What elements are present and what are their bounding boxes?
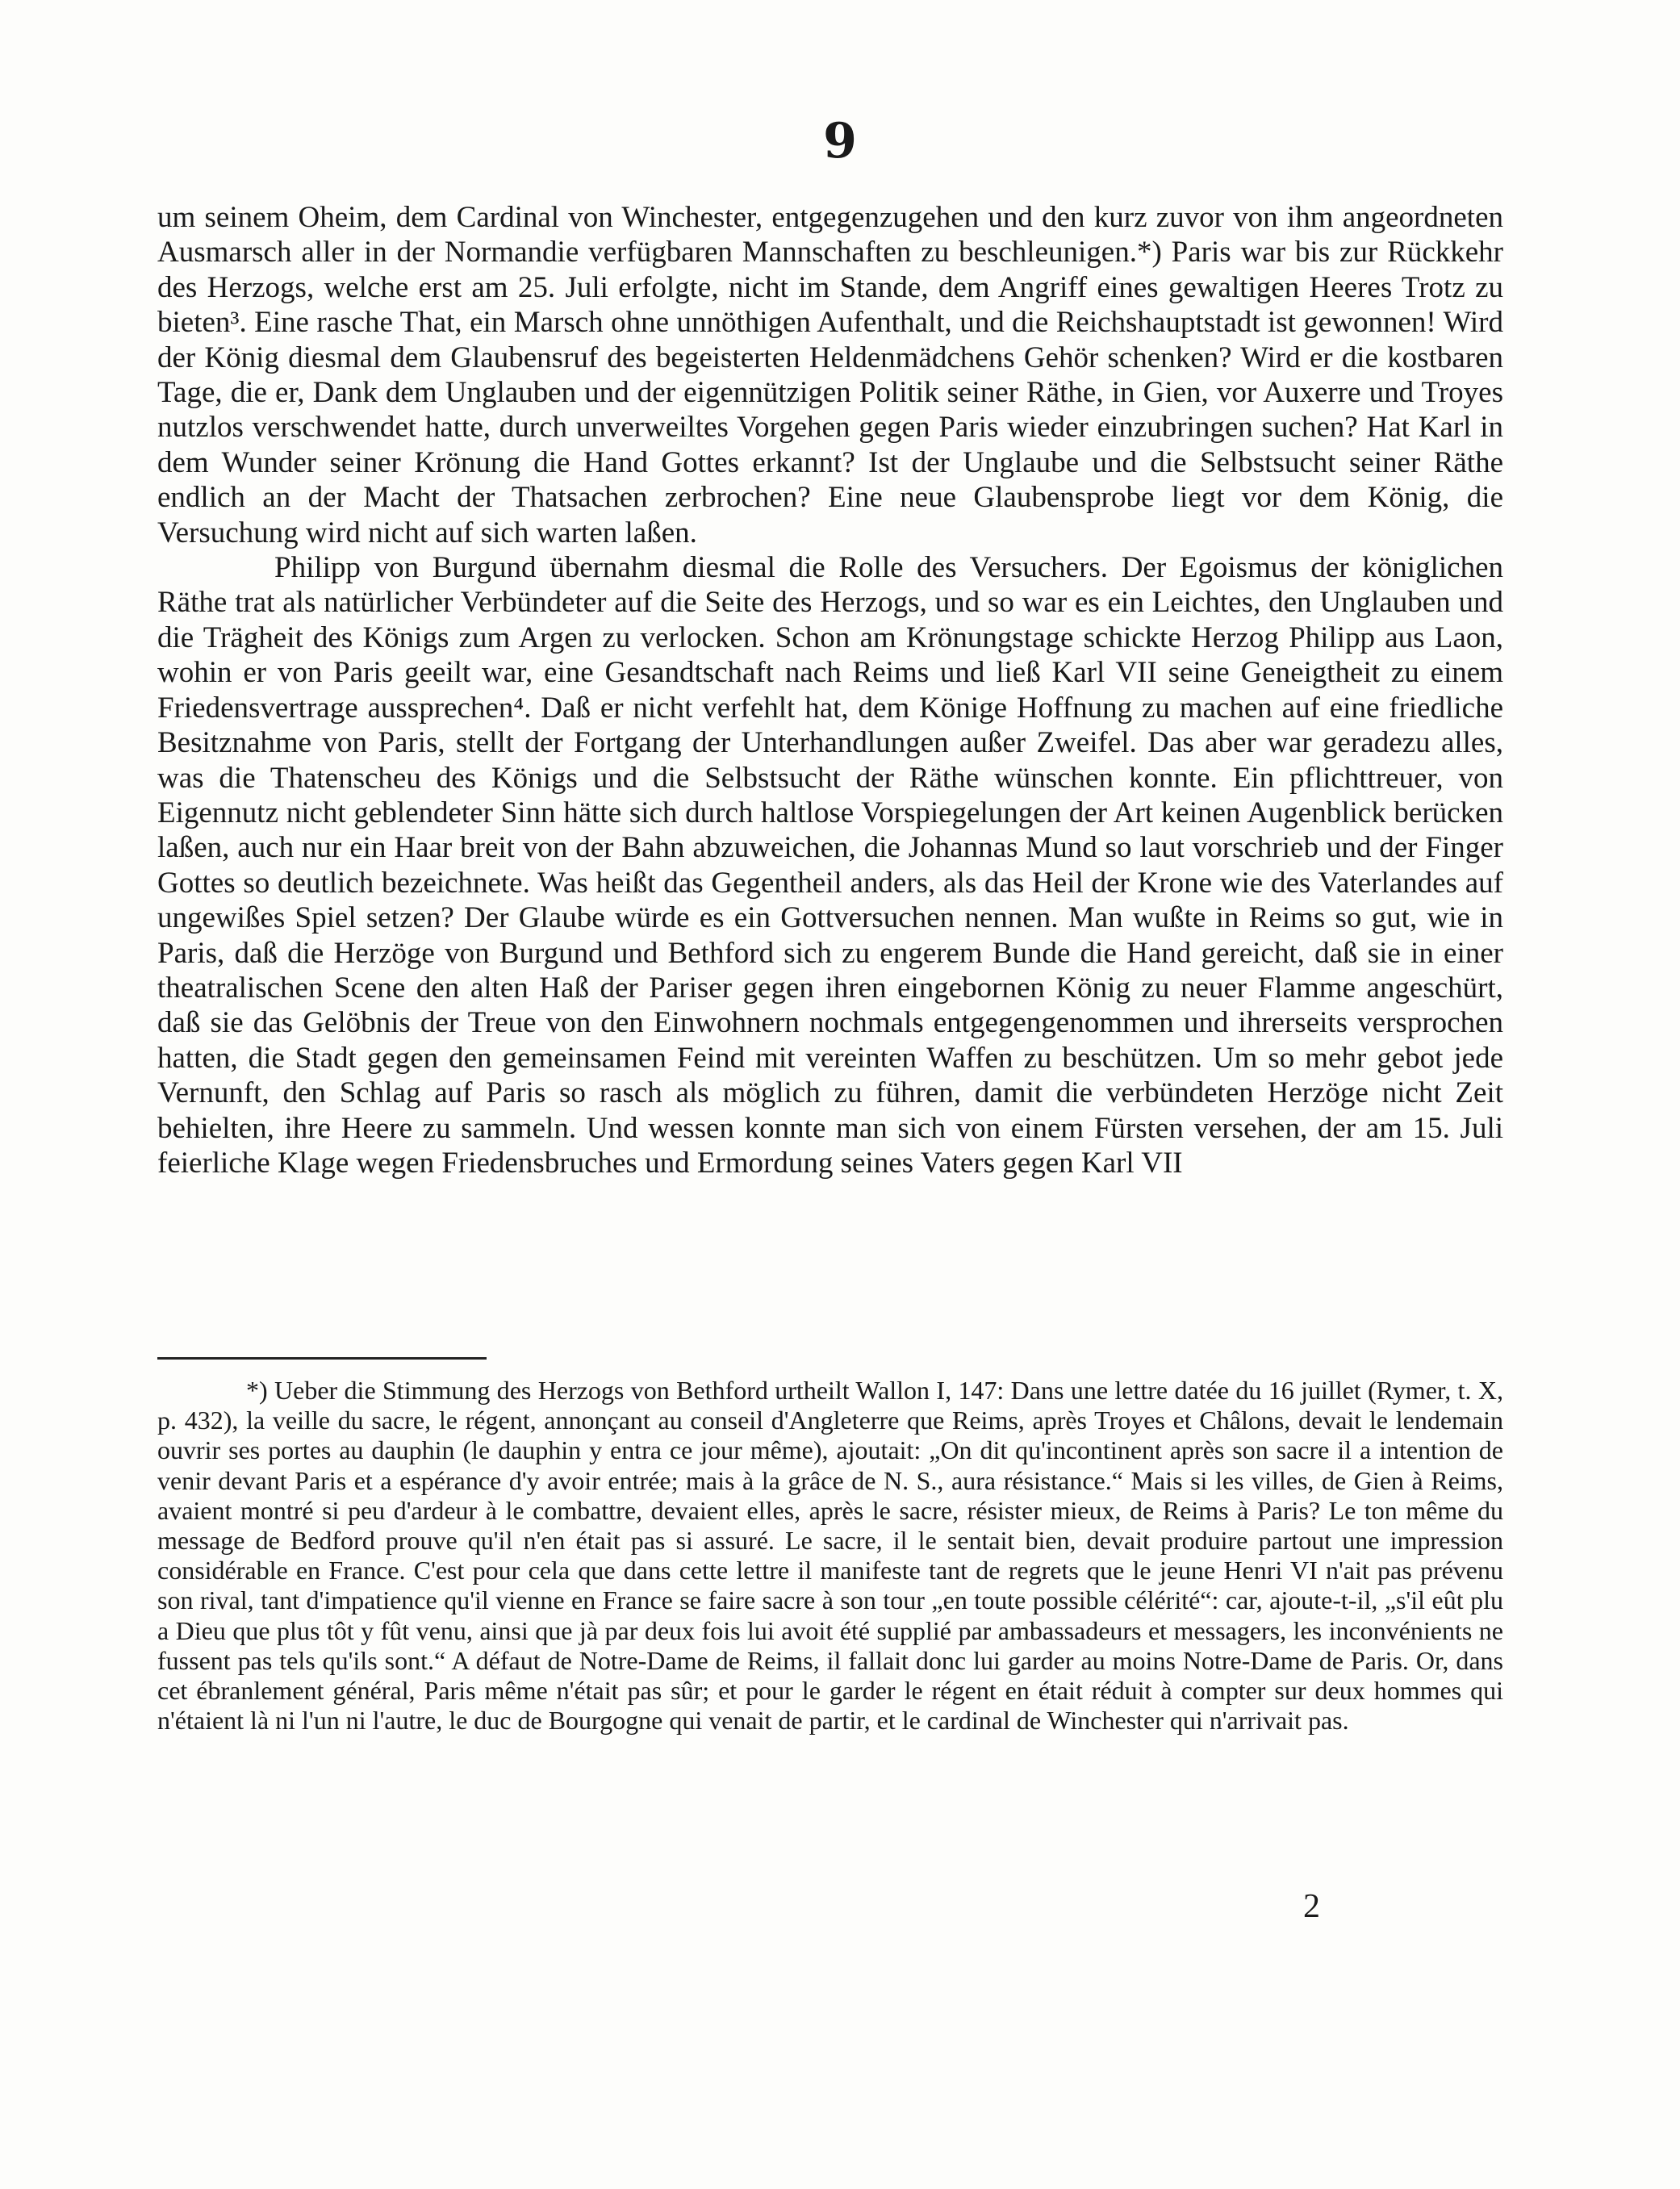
- main-text: [157, 200, 1503, 1180]
- signature-mark: 2: [1303, 1888, 1320, 1925]
- footnote-text: *) Ueber die Stimmung des Herzogs von Bethford urtheilt Wallon I, 147: Dans une lettre datée du 16 juillet (Rymer, t. X, p. 432), la veille du sacre, le régent, annonçant au conseil d'Angleterre que Reims, après Troyes et Châlons, devait le lendemain ouvrir ses portes au dauphin (le dauphin y entra ce jour même), ajoutait: „On dit qu'incontinent après son sacre il a intention de venir devant Paris et a espérance d'y avoir entrée; mais à la grâce de N. S., aura résistance.“ Mais si les villes, de Gien à Reims, avaient montré si peu d'ardeur à le combattre, devaient elles, après le sacre, résister mieux, de Reims à Paris? Le ton même du message de Bedford prouve qu'il n'en était pas si assuré. Le sacre, il le sentait bien, devait produire partout une impression considérable en France. C'est pour cela que dans cette lettre il manifeste tant de regrets que le jeune Henri VI n'ait pas prévenu son rival, tant d'impatience qu'il vienne en France se faire sacre à son tour „en toute possible célérité“: car, ajoute-t-il, „s'il eût plu a Dieu que plus tôt y fût venu, ainsi que jà par deux fois lui avoit été supplié par ambassadeurs et messagers, les inconvénients ne fussent pas tels qu'ils sont.“ A défaut de Notre-Dame de Reims, il fallait donc lui garder au moins Notre-Dame de Paris. Or, dans cet ébranlement général, Paris même n'était pas sûr; et pour le garder le régent en était réduit à compter sur deux hommes qui n'étaient là ni l'un ni l'autre, le duc de Bourgogne qui venait de partir, et le cardinal de Winchester qui n'arrivait pas.: [157, 1376, 1503, 1736]
- page-number: 9: [823, 113, 857, 169]
- footnote-divider: [157, 1357, 487, 1360]
- paragraph-1: um seinem Oheim, dem Cardinal von Winchester, entgegenzugehen und den kurz zuvor von ihm angeordneten Ausmarsch aller in der Normandie verfügbaren Mannschaften zu beschleunigen.*) Paris war bis zur Rückkehr des Herzogs, welche erst am 25. Juli erfolgte, nicht im Stande, dem Angriff eines gewaltigen Heeres Trotz zu bieten³. Eine rasche That, ein Marsch ohne unnöthigen Aufenthalt, und die Reichshauptstadt ist gewonnen! Wird der König diesmal dem Glaubensruf des begeisterten Heldenmädchens Gehör schenken? Wird er die kostbaren Tage, die er, Dank dem Unglauben und der eigennützigen Politik seiner Räthe, in Gien, vor Auxerre und Troyes nutzlos verschwendet hatte, durch unverweiltes Vorgehen gegen Paris wieder einzubringen suchen? Hat Karl in dem Wunder seiner Krönung die Hand Gottes erkannt? Ist der Unglaube und die Selbstsucht seiner Räthe endlich an der Macht der Thatsachen zerbrochen? Eine neue Glaubensprobe liegt vor dem König, die Versuchung wird nicht auf sich warten laßen.: [157, 201, 1503, 549]
- paragraph-2: Philipp von Burgund übernahm diesmal die Rolle des Versuchers. Der Egoismus der königlichen Räthe trat als natürlicher Verbündeter auf die Seite des Herzogs, und so war es ein Leichtes, den Unglauben und die Trägheit des Königs zum Argen zu verlocken. Schon am Krönungstage schickte Herzog Philipp aus Laon, wohin er von Paris geeilt war, eine Gesandtschaft nach Reims und ließ Karl VII seine Geneigtheit zu einem Friedensvertrage aussprechen⁴. Daß er nicht verfehlt hat, dem Könige Hoffnung zu machen auf eine friedliche Besitznahme von Paris, stellt der Fortgang der Unterhandlungen außer Zweifel. Das aber war geradezu alles, was die Thatenscheu des Königs und die Selbstsucht der Räthe wünschen konnte. Ein pflichttreuer, von Eigennutz nicht geblendeter Sinn hätte sich durch haltlose Vorspiegelungen der Art keinen Augenblick berücken laßen, auch nur ein Haar breit von der Bahn abzuweichen, die Johannas Mund so laut vorschrieb und der Finger Gottes so deutlich bezeichnete. Was heißt das Gegentheil anders, als das Heil der Krone wie des Vaterlandes auf ungewißes Spiel setzen? Der Glaube würde es ein Gottversuchen nennen. Man wußte in Reims so gut, wie in Paris, daß die Herzöge von Burgund und Bethford sich zu engerem Bunde die Hand gereicht, daß sie in einer theatralischen Scene den alten Haß der Pariser gegen ihren eingebornen König zu neuer Flamme angeschürt, daß sie das Gelöbnis der Treue von den Einwohnern nochmals entgegengenommen und ihrerseits versprochen hatten, die Stadt gegen den gemeinsamen Feind mit vereinten Waffen zu beschützen. Um so mehr gebot jede Vernunft, den Schlag auf Paris so rasch als möglich zu führen, damit die verbündeten Herzöge nicht Zeit behielten, ihre Heere zu sammeln. Und wessen konnte man sich von einem Fürsten versehen, der am 15. Juli feierliche Klage wegen Friedensbruches und Ermordung seines Vaters gegen Karl VII: [157, 551, 1503, 1180]
- footnote: [157, 1376, 1503, 1736]
